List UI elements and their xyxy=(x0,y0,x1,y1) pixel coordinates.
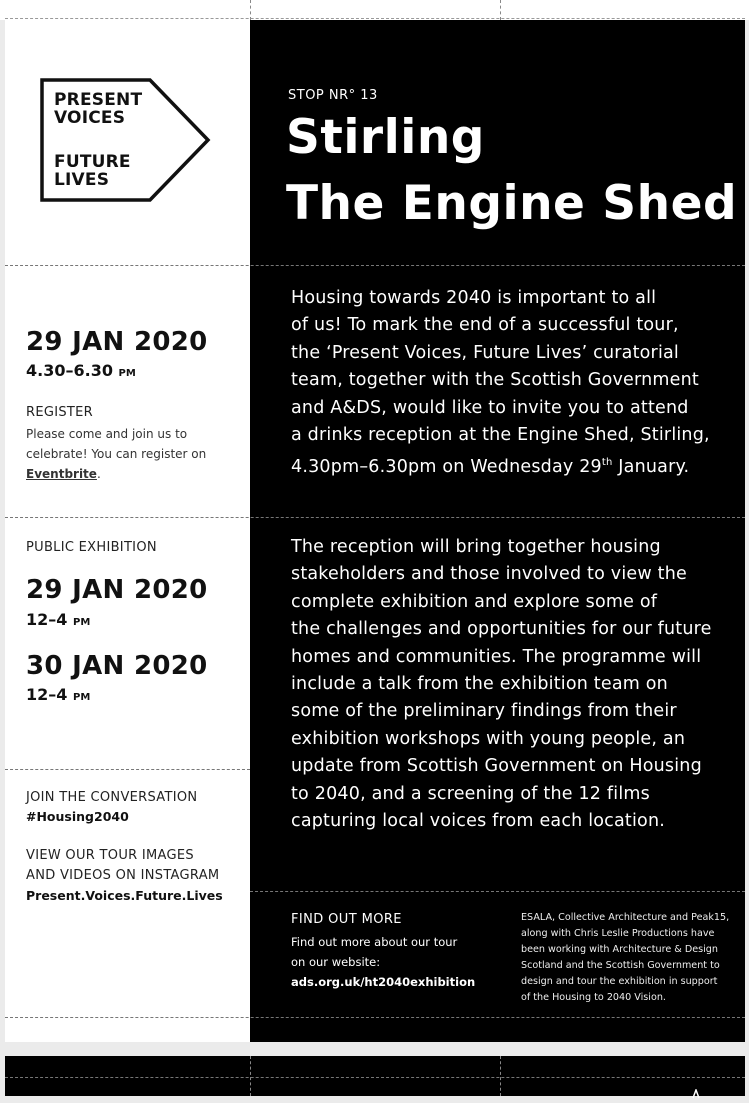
divider xyxy=(5,769,250,770)
present-voices-logo xyxy=(40,78,215,202)
logo-text-present: PRESENT xyxy=(54,90,143,110)
reception-date: 29 JAN 2020 xyxy=(26,327,208,357)
fold-line xyxy=(500,0,501,20)
reception-time-suffix: PM xyxy=(118,368,136,379)
credits-line: along with Chris Leslie Productions have xyxy=(521,928,715,939)
top-strip xyxy=(0,0,749,20)
find-out-more-label: FIND OUT MORE xyxy=(291,912,402,927)
instagram-handle[interactable]: Present.Voices.Future.Lives xyxy=(26,888,223,903)
programme-line: update from Scottish Government on Housing xyxy=(291,756,702,777)
divider xyxy=(5,517,745,518)
exhibition-label: PUBLIC EXHIBITION xyxy=(26,540,157,555)
find-out-more-text xyxy=(291,932,481,992)
find-text-line: Find out more about our tour xyxy=(291,935,458,949)
exhibition-time-1 xyxy=(26,610,241,633)
corner-mark-icon xyxy=(692,1084,700,1094)
credits-text xyxy=(521,910,733,1006)
intro-last-post: January. xyxy=(612,457,690,478)
hashtag[interactable]: #Housing2040 xyxy=(26,809,129,824)
exhibition-date-2: 30 JAN 2020 xyxy=(26,651,208,681)
fold-line xyxy=(250,0,251,20)
divider xyxy=(250,891,745,892)
reception-time-value: 4.30–6.30 xyxy=(26,361,113,380)
logo-text-lives: LIVES xyxy=(54,170,110,190)
intro-line: team, together with the Scottish Government xyxy=(291,370,699,391)
eventbrite-link[interactable]: Eventbrite xyxy=(26,467,97,481)
register-line-3 xyxy=(26,464,241,484)
intro-last-pre: 4.30pm–6.30pm on Wednesday 29 xyxy=(291,457,602,478)
register-text-2: celebrate! You can register on xyxy=(26,447,207,461)
divider xyxy=(5,1077,745,1078)
intro-line: a drinks reception at the Engine Shed, Stirling, xyxy=(291,425,710,446)
register-text-1: Please come and join us to xyxy=(26,427,188,441)
exhibition-date-1: 29 JAN 2020 xyxy=(26,575,208,605)
exhibition-time-1-value: 12–4 xyxy=(26,610,68,629)
credits-line: been working with Architecture & Design xyxy=(521,944,718,955)
reception-time xyxy=(26,361,241,384)
programme-line: to 2040, and a screening of the 12 films xyxy=(291,783,650,804)
programme-line: exhibition workshops with young people, an xyxy=(291,728,686,749)
intro-last-sup: th xyxy=(601,457,613,469)
bottom-strip xyxy=(5,1056,745,1096)
programme-line: complete exhibition and explore some of xyxy=(291,591,658,612)
exhibition-time-1-suffix: PM xyxy=(72,617,91,628)
website-link[interactable]: ads.org.uk/ht2040exhibition xyxy=(291,975,476,989)
intro-line: of us! To mark the end of a successful tour, xyxy=(291,315,679,336)
divider xyxy=(5,18,745,19)
programme-line: homes and communities. The programme will xyxy=(291,646,702,667)
credits-line: Scotland and the Scottish Government to xyxy=(521,960,720,971)
fold-line xyxy=(500,1056,501,1096)
credits-line: design and tour the exhibition in support xyxy=(521,976,718,987)
register-label: REGISTER xyxy=(26,405,93,420)
instagram-line-1: VIEW OUR TOUR IMAGES xyxy=(26,848,194,863)
exhibition-time-2 xyxy=(26,685,241,708)
register-end: . xyxy=(96,467,101,481)
programme-line: include a talk from the exhibition team on xyxy=(291,674,668,695)
credits-line: of the Housing to 2040 Vision. xyxy=(521,992,666,1003)
programme-line: stakeholders and those involved to view the xyxy=(291,564,687,585)
programme-line: some of the preliminary findings from their xyxy=(291,701,677,722)
exhibition-time-2-value: 12–4 xyxy=(26,685,68,704)
title-city: Stirling xyxy=(286,110,485,165)
intro-line: the ‘Present Voices, Future Lives’ curatorial xyxy=(291,342,679,363)
stop-number: STOP NR° 13 xyxy=(288,88,378,103)
conversation-label: JOIN THE CONVERSATION xyxy=(26,790,198,805)
logo-text-future: FUTURE xyxy=(54,152,131,172)
divider xyxy=(5,265,745,266)
programme-line: The reception will bring together housing xyxy=(291,537,661,557)
find-text-line: on our website: xyxy=(291,955,381,969)
logo-text-voices: VOICES xyxy=(54,108,126,128)
credits-line: ESALA, Collective Architecture and Peak15, xyxy=(521,912,730,923)
programme-line: the challenges and opportunities for our future xyxy=(291,619,712,640)
intro-line xyxy=(291,449,731,481)
intro-line: and A&DS, would like to invite you to attend xyxy=(291,397,689,418)
instagram-line-2: AND VIDEOS ON INSTAGRAM xyxy=(26,868,220,883)
intro-paragraph xyxy=(291,285,731,482)
exhibition-time-2-suffix: PM xyxy=(72,692,91,703)
fold-line xyxy=(250,1056,251,1096)
title-venue: The Engine Shed xyxy=(286,176,738,231)
programme-paragraph xyxy=(291,534,731,835)
programme-line: capturing local voices from each location. xyxy=(291,811,666,832)
divider xyxy=(5,1017,745,1018)
intro-line: Housing towards 2040 is important to all xyxy=(291,288,657,308)
